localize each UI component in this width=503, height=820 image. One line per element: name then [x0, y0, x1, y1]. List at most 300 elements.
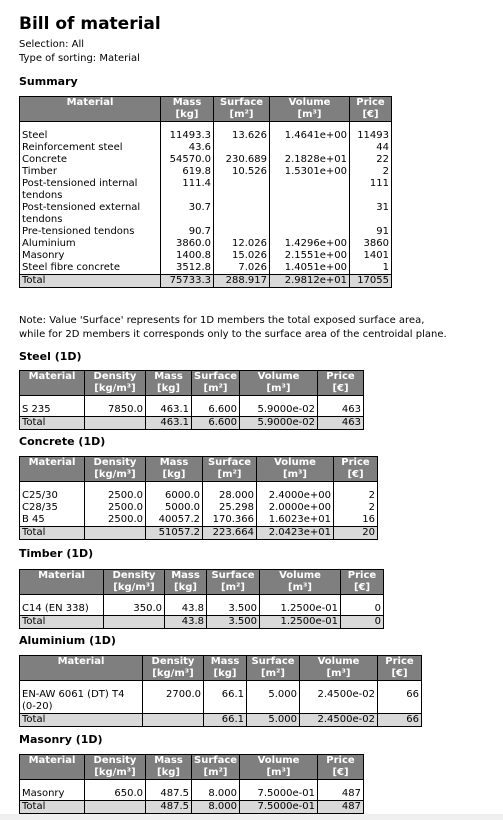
table-cell: 43.6 [161, 142, 214, 154]
spacer-cell [192, 780, 240, 789]
total-cell: 463.1 [146, 417, 192, 430]
spacer-row [20, 681, 422, 690]
table-cell: 1.2500e-01 [260, 603, 341, 616]
spacer-cell [378, 681, 422, 690]
aluminium-table [19, 655, 422, 727]
spacer-cell [318, 780, 364, 789]
column-header [192, 755, 240, 780]
column-header [85, 457, 146, 482]
header-line: Density [93, 755, 137, 766]
table-cell: 2.4000e+00 [257, 490, 334, 502]
header-row [20, 755, 364, 780]
table-cell: 66 [378, 689, 422, 714]
spacer-cell [300, 681, 378, 690]
column-header [341, 570, 384, 595]
header-line: Mass [159, 457, 189, 468]
table-cell: 111 [350, 178, 392, 202]
header-line: Mass [154, 755, 183, 766]
table-cell: Post-tensioned internal tendons [20, 178, 161, 202]
total-row [20, 801, 364, 814]
table-cell: 350.0 [104, 603, 165, 616]
table-cell: 487.5 [146, 788, 192, 801]
spacer-cell [204, 681, 247, 690]
spacer-cell [146, 482, 203, 491]
table-row [20, 250, 392, 262]
table-cell: 30.7 [161, 202, 214, 226]
table-cell: 5.000 [247, 689, 300, 714]
total-cell: Total [20, 275, 161, 288]
table-cell: Concrete [20, 154, 161, 166]
header-line: Mass [210, 656, 240, 667]
column-header [204, 656, 247, 681]
masonry-table [19, 754, 364, 814]
table-cell: 6000.0 [146, 490, 203, 502]
table-row [20, 404, 364, 417]
total-cell: 20 [334, 527, 378, 540]
header-line: [€] [332, 383, 349, 394]
table-cell: 2500.0 [85, 490, 146, 502]
spacer-cell [20, 122, 161, 131]
table-cell [270, 142, 350, 154]
table-cell: 2500.0 [85, 514, 146, 527]
total-cell: 7.5000e-01 [240, 801, 318, 814]
total-cell: 3.500 [207, 616, 260, 629]
table-cell: 43.8 [165, 603, 207, 616]
header-line: Surface [211, 570, 255, 581]
table-row [20, 166, 392, 178]
table-cell [214, 226, 270, 238]
total-cell: 288.917 [214, 275, 270, 288]
table-row [20, 514, 378, 527]
table-cell: 3.500 [207, 603, 260, 616]
column-header [378, 656, 422, 681]
table-cell: 5.9000e-02 [240, 404, 318, 417]
spacer-cell [146, 780, 192, 789]
table-cell: 111.4 [161, 178, 214, 202]
table-cell [214, 142, 270, 154]
table-cell: 1.4296e+00 [270, 238, 350, 250]
total-row [20, 527, 378, 540]
header-line: Density [93, 371, 137, 382]
total-cell: 463 [318, 417, 364, 430]
table-cell: 15.026 [214, 250, 270, 262]
horizontal-scrollbar[interactable] [0, 814, 503, 820]
table-cell: Reinforcement steel [20, 142, 161, 154]
header-line: [kg/m³] [94, 383, 136, 394]
table-cell: 6.600 [192, 404, 240, 417]
table-cell: 7.5000e-01 [240, 788, 318, 801]
table-row [20, 226, 392, 238]
total-cell: 51057.2 [146, 527, 203, 540]
table-cell: 170.366 [203, 514, 257, 527]
table-cell: 31 [350, 202, 392, 226]
table-cell: 2 [334, 502, 378, 514]
header-row [20, 371, 364, 396]
header-line: [€] [332, 767, 349, 778]
note-text [19, 314, 447, 342]
total-cell: 487 [318, 801, 364, 814]
header-line: Mass [171, 570, 200, 581]
table-row [20, 490, 378, 502]
total-cell: Total [20, 714, 143, 727]
column-header [85, 371, 146, 396]
header-line: [m²] [217, 469, 242, 480]
table-cell: 1.6023e+01 [257, 514, 334, 527]
table-cell: 2.1551e+00 [270, 250, 350, 262]
spacer-cell [20, 780, 85, 789]
column-header [240, 755, 318, 780]
table-cell: 230.689 [214, 154, 270, 166]
header-line: Density [112, 570, 156, 581]
spacer-row [20, 482, 378, 491]
total-cell: 66.1 [204, 714, 247, 727]
table-cell: Aluminium [20, 238, 161, 250]
table-cell: 487 [318, 788, 364, 801]
header-line: [kg/m³] [94, 469, 136, 480]
selection-text: Selection: All [19, 39, 85, 50]
header-line: Volume [257, 755, 300, 766]
table-cell: Post-tensioned external tendons [20, 202, 161, 226]
table-cell: 1.4051e+00 [270, 262, 350, 275]
header-line: [m³] [283, 469, 307, 480]
total-cell: 223.664 [203, 527, 257, 540]
header-line: [kg] [157, 383, 180, 394]
table-cell: 91 [350, 226, 392, 238]
header-line: [kg] [213, 668, 237, 679]
table-cell: C25/30 [20, 490, 85, 502]
summary-table [19, 96, 392, 288]
column-header [146, 755, 192, 780]
table-cell: Steel fibre concrete [20, 262, 161, 275]
table-cell: 2700.0 [143, 689, 204, 714]
table-cell: 40057.2 [146, 514, 203, 527]
column-header [20, 371, 85, 396]
header-line: [kg] [175, 109, 199, 120]
header-line: [€] [347, 469, 364, 480]
table-cell: 3860 [350, 238, 392, 250]
total-row [20, 417, 364, 430]
spacer-cell [270, 122, 350, 131]
column-header [143, 656, 204, 681]
total-cell: 75733.3 [161, 275, 214, 288]
spacer-row [20, 396, 364, 405]
table-row [20, 202, 392, 226]
table-row [20, 262, 392, 275]
total-cell: Total [20, 801, 85, 814]
table-cell: 54570.0 [161, 154, 214, 166]
column-header [214, 97, 270, 122]
table-cell: Pre-tensioned tendons [20, 226, 161, 238]
spacer-cell [165, 595, 207, 604]
header-line: [m²] [261, 668, 285, 679]
aluminium-title: Aluminium (1D) [19, 634, 116, 647]
header-line: [kg] [162, 469, 186, 480]
spacer-cell [240, 780, 318, 789]
header-line: Price [385, 656, 414, 667]
table-cell: 90.7 [161, 226, 214, 238]
total-cell: 2.4500e-02 [300, 714, 378, 727]
header-line: [€] [353, 582, 371, 593]
table-row [20, 502, 378, 514]
header-line: [m³] [297, 109, 322, 120]
table-cell: 7850.0 [85, 404, 146, 417]
header-line: Volume [279, 570, 321, 581]
header-line: Volume [257, 371, 300, 382]
table-cell: 463 [318, 404, 364, 417]
column-header [334, 457, 378, 482]
table-cell: 5000.0 [146, 502, 203, 514]
table-cell: 44 [350, 142, 392, 154]
header-line: Material [57, 656, 105, 667]
spacer-cell [143, 681, 204, 690]
total-cell: 1.2500e-01 [260, 616, 341, 629]
header-row [20, 97, 392, 122]
total-cell: Total [20, 616, 104, 629]
table-cell: 463.1 [146, 404, 192, 417]
table-row [20, 154, 392, 166]
total-cell: 17055 [350, 275, 392, 288]
table-row [20, 689, 422, 714]
header-line: [€] [362, 109, 379, 120]
spacer-cell [257, 482, 334, 491]
header-row [20, 656, 422, 681]
total-cell: 6.600 [192, 417, 240, 430]
column-header [318, 755, 364, 780]
total-cell: Total [20, 417, 85, 430]
column-header [161, 97, 214, 122]
table-cell: 13.626 [214, 130, 270, 142]
table-row [20, 238, 392, 250]
header-line: Volume [317, 656, 360, 667]
table-cell [214, 202, 270, 226]
table-cell: Steel [20, 130, 161, 142]
header-line: [kg] [174, 582, 197, 593]
note-line-2: while for 2D members it corresponds only to the surface area of the centroidal plane. [19, 329, 447, 340]
column-header [85, 755, 146, 780]
column-header [20, 457, 85, 482]
table-cell: 11493.3 [161, 130, 214, 142]
table-cell: 2.1828e+01 [270, 154, 350, 166]
column-header [270, 97, 350, 122]
table-cell: 1401 [350, 250, 392, 262]
table-cell: 3860.0 [161, 238, 214, 250]
table-cell: 10.526 [214, 166, 270, 178]
header-line: [m³] [266, 767, 291, 778]
column-header [165, 570, 207, 595]
column-header [146, 371, 192, 396]
table-cell: 2.4500e-02 [300, 689, 378, 714]
total-cell [85, 417, 146, 430]
summary-title: Summary [19, 75, 78, 88]
spacer-cell [20, 482, 85, 491]
column-header [104, 570, 165, 595]
total-cell: 43.8 [165, 616, 207, 629]
spacer-cell [20, 396, 85, 405]
total-cell: 487.5 [146, 801, 192, 814]
table-cell: 7.026 [214, 262, 270, 275]
column-header [207, 570, 260, 595]
column-header [240, 371, 318, 396]
table-cell [270, 178, 350, 202]
header-line: [kg] [157, 767, 180, 778]
spacer-cell [334, 482, 378, 491]
table-cell: 8.000 [192, 788, 240, 801]
header-line: [kg/m³] [94, 767, 136, 778]
header-line: Surface [194, 371, 238, 382]
header-line: Volume [288, 97, 331, 108]
header-line: Price [326, 755, 355, 766]
total-cell: 2.0423e+01 [257, 527, 334, 540]
steel-table [19, 370, 364, 430]
column-header [257, 457, 334, 482]
timber-table [19, 569, 384, 629]
table-row [20, 130, 392, 142]
concrete-title: Concrete (1D) [19, 435, 106, 448]
header-line: [€] [391, 668, 408, 679]
sorting-text: Type of sorting: Material [19, 53, 140, 64]
report-title: Bill of material [19, 14, 161, 34]
spacer-cell [20, 595, 104, 604]
total-cell [104, 616, 165, 629]
spacer-cell [104, 595, 165, 604]
header-line: [kg/m³] [152, 668, 194, 679]
header-line: Surface [219, 97, 264, 108]
table-cell [214, 178, 270, 202]
table-cell: Timber [20, 166, 161, 178]
header-line: [m³] [266, 383, 291, 394]
header-line: Mass [154, 371, 183, 382]
spacer-cell [341, 595, 384, 604]
table-cell: 2 [350, 166, 392, 178]
table-cell: 1 [350, 262, 392, 275]
header-line: Price [326, 371, 355, 382]
column-header [203, 457, 257, 482]
table-cell: 1400.8 [161, 250, 214, 262]
header-line: [m³] [326, 668, 351, 679]
header-line: Material [28, 371, 76, 382]
table-cell: C14 (EN 338) [20, 603, 104, 616]
table-cell: 1.5301e+00 [270, 166, 350, 178]
table-cell: 619.8 [161, 166, 214, 178]
total-cell [85, 801, 146, 814]
column-header [20, 97, 161, 122]
header-line: Surface [207, 457, 252, 468]
timber-title: Timber (1D) [19, 547, 94, 560]
column-header [146, 457, 203, 482]
table-cell: Masonry [20, 250, 161, 262]
table-cell: 3512.8 [161, 262, 214, 275]
header-line: Surface [194, 755, 238, 766]
header-row [20, 457, 378, 482]
table-cell: 11493 [350, 130, 392, 142]
header-line: Material [28, 457, 76, 468]
spacer-row [20, 595, 384, 604]
column-header [20, 755, 85, 780]
table-row [20, 788, 364, 801]
table-cell: 2 [334, 490, 378, 502]
total-cell: 66 [378, 714, 422, 727]
table-cell [270, 226, 350, 238]
spacer-cell [214, 122, 270, 131]
total-row [20, 616, 384, 629]
header-line: [m²] [229, 109, 254, 120]
header-line: Price [347, 570, 377, 581]
table-cell: 22 [350, 154, 392, 166]
header-line: Price [356, 97, 385, 108]
header-line: [kg/m³] [113, 582, 155, 593]
table-cell: 2.0000e+00 [257, 502, 334, 514]
column-header [20, 570, 104, 595]
column-header [192, 371, 240, 396]
header-line: [m²] [221, 582, 245, 593]
column-header [247, 656, 300, 681]
table-cell: 650.0 [85, 788, 146, 801]
total-cell: 8.000 [192, 801, 240, 814]
table-cell: 2500.0 [85, 502, 146, 514]
table-row [20, 178, 392, 202]
total-row [20, 714, 422, 727]
column-header [350, 97, 392, 122]
total-cell: 2.9812e+01 [270, 275, 350, 288]
column-header [318, 371, 364, 396]
spacer-cell [85, 396, 146, 405]
spacer-row [20, 780, 364, 789]
table-cell: EN-AW 6061 (DT) T4 (0-20) [20, 689, 143, 714]
steel-title: Steel (1D) [19, 350, 82, 363]
total-cell: 5.9000e-02 [240, 417, 318, 430]
header-line: Price [341, 457, 370, 468]
table-cell [270, 202, 350, 226]
spacer-cell [350, 122, 392, 131]
masonry-title: Masonry (1D) [19, 733, 103, 746]
spacer-cell [85, 482, 146, 491]
header-line: Material [66, 97, 114, 108]
header-line: Material [38, 570, 85, 581]
spacer-cell [318, 396, 364, 405]
spacer-cell [247, 681, 300, 690]
spacer-cell [20, 681, 143, 690]
table-cell: 25.298 [203, 502, 257, 514]
header-line: Volume [274, 457, 316, 468]
table-cell: 1.4641e+00 [270, 130, 350, 142]
total-cell: 0 [341, 616, 384, 629]
table-cell: 16 [334, 514, 378, 527]
header-row [20, 570, 384, 595]
total-cell: Total [20, 527, 85, 540]
column-header [260, 570, 341, 595]
note-line-1: Note: Value 'Surface' represents for 1D members the total exposed surface area, [19, 315, 425, 326]
header-line: Surface [251, 656, 295, 667]
table-cell: 66.1 [204, 689, 247, 714]
spacer-cell [203, 482, 257, 491]
table-cell: S 235 [20, 404, 85, 417]
total-cell [143, 714, 204, 727]
header-line: Material [28, 755, 76, 766]
total-cell: 5.000 [247, 714, 300, 727]
header-line: [m³] [288, 582, 312, 593]
total-row [20, 275, 392, 288]
column-header [300, 656, 378, 681]
spacer-cell [85, 780, 146, 789]
total-cell [85, 527, 146, 540]
column-header [20, 656, 143, 681]
spacer-cell [260, 595, 341, 604]
header-line: [m²] [203, 767, 228, 778]
table-cell: Masonry [20, 788, 85, 801]
spacer-cell [161, 122, 214, 131]
spacer-row [20, 122, 392, 131]
table-row [20, 142, 392, 154]
